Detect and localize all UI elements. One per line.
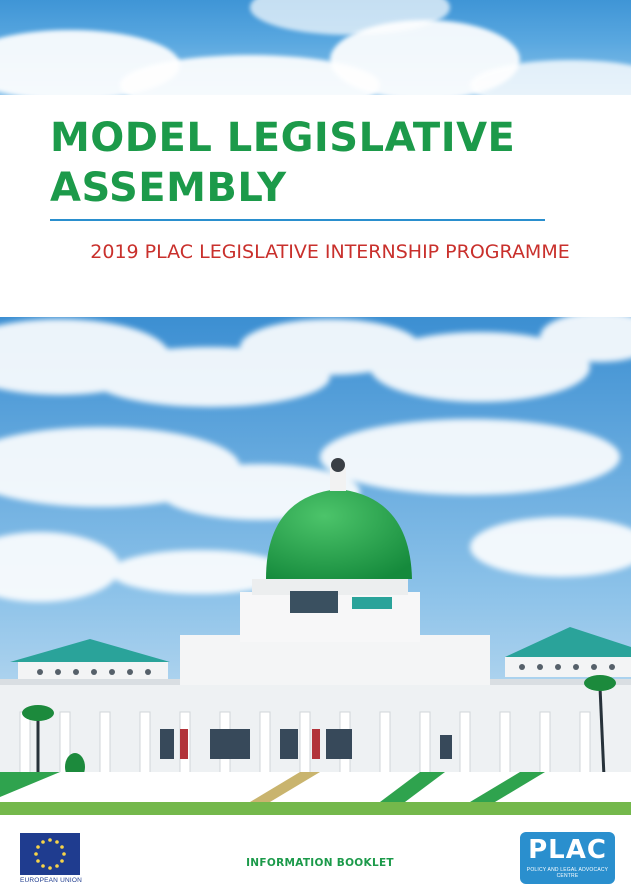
cover-footer <box>0 815 631 895</box>
eu-label: EUROPEAN UNION <box>19 877 83 884</box>
title-divider <box>50 219 545 221</box>
top-sky-banner <box>0 0 631 95</box>
booklet-label: INFORMATION BOOKLET <box>246 857 394 869</box>
eu-flag-icon <box>20 833 80 875</box>
plac-logo <box>520 832 615 884</box>
eu-stars-icon <box>20 833 80 875</box>
cover-illustration <box>0 317 631 815</box>
document-title: MODEL LEGISLATIVE ASSEMBLY <box>50 115 516 211</box>
national-assembly-illustration <box>0 317 631 815</box>
title-band <box>0 95 631 317</box>
document-subtitle: 2019 PLAC LEGISLATIVE INTERNSHIP PROGRAMME <box>90 241 570 263</box>
plac-logo-full-name: POLICY AND LEGAL ADVOCACY CENTRE <box>526 867 609 879</box>
plac-logo-name: PLAC <box>528 835 607 865</box>
